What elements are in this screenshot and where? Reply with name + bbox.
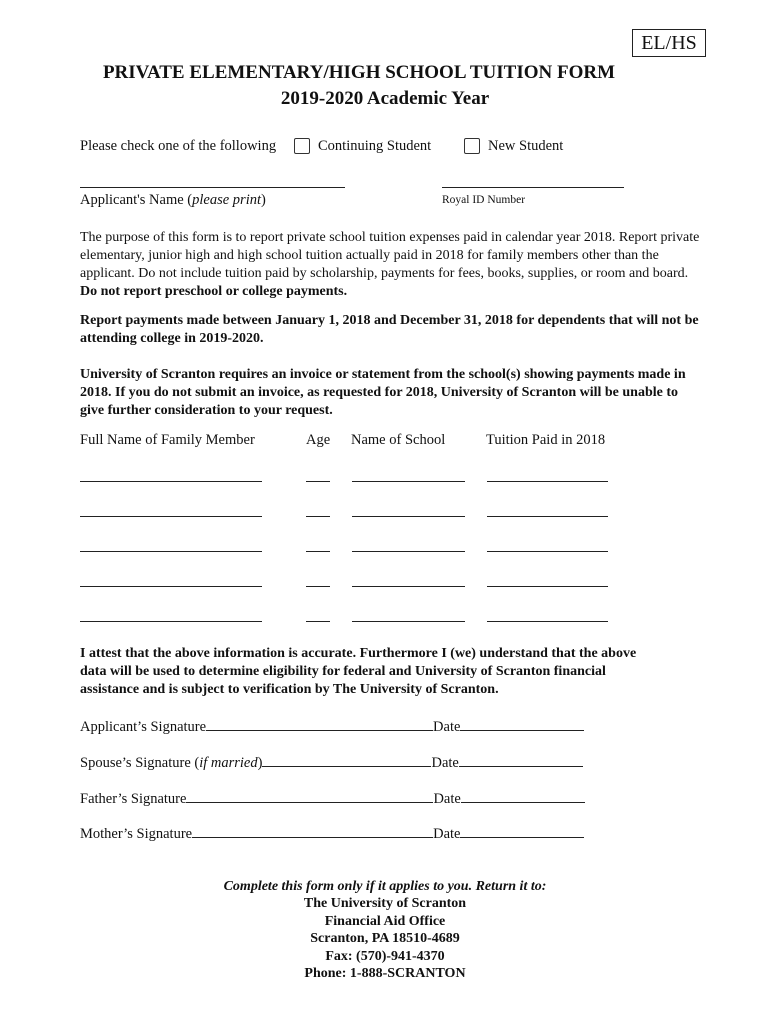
header-full-name: Full Name of Family Member	[80, 432, 255, 448]
row-1-name-field[interactable]	[80, 481, 262, 482]
row-3-tuition-field[interactable]	[487, 551, 608, 552]
continuing-student-checkbox[interactable]	[294, 138, 310, 154]
father-signature-label: Father’s Signature	[80, 791, 187, 807]
spouse-signature-row	[80, 752, 583, 772]
footer-phone: Phone: 1-888-SCRANTON	[304, 966, 466, 981]
header-school: Name of School	[351, 432, 446, 448]
form-title: PRIVATE ELEMENTARY/HIGH SCHOOL TUITION FORM	[102, 62, 616, 83]
row-4-name-field[interactable]	[80, 586, 262, 587]
footer-fax: Fax: (570)-941-4370	[325, 949, 445, 964]
royal-id-label: Royal ID Number	[442, 194, 526, 206]
spouse-signature-label: Spouse’s Signature (if married)	[80, 755, 263, 771]
father-signature-field[interactable]	[186, 788, 433, 803]
row-1-tuition-field[interactable]	[487, 481, 608, 482]
new-student-checkbox[interactable]	[464, 138, 480, 154]
row-2-tuition-field[interactable]	[487, 516, 608, 517]
row-5-name-field[interactable]	[80, 621, 262, 622]
row-5-tuition-field[interactable]	[487, 621, 608, 622]
mother-signature-field[interactable]	[192, 823, 433, 838]
attestation-paragraph: I attest that the above information is accurate. Furthermore I (we) understand that the above data will be used to determine eligibility for federal and University of Scranton financial assistance and is subject to verification by The University of Scranton.	[80, 646, 637, 697]
report-paragraph: Report payments made between January 1, 2018 and December 31, 2018 for dependents that will not be attending college in 2019-2020.	[80, 313, 699, 346]
father-date-label: Date	[433, 791, 461, 807]
applicant-name-label: Applicant's Name (please print)	[80, 192, 266, 208]
footer-office: Financial Aid Office	[324, 914, 446, 929]
footer-instruction: Complete this form only if it applies to you. Return it to:	[223, 879, 547, 894]
spouse-signature-field[interactable]	[262, 752, 431, 767]
row-2-age-field[interactable]	[306, 516, 330, 517]
spouse-date-field[interactable]	[459, 752, 583, 767]
academic-year: 2019-2020 Academic Year	[280, 88, 490, 109]
row-2-name-field[interactable]	[80, 516, 262, 517]
footer-org: The University of Scranton	[303, 896, 467, 911]
footer-city: Scranton, PA 18510-4689	[310, 931, 460, 946]
row-3-name-field[interactable]	[80, 551, 262, 552]
check-prompt: Please check one of the following	[80, 138, 277, 154]
row-3-age-field[interactable]	[306, 551, 330, 552]
father-signature-row	[80, 788, 585, 808]
applicant-name-field[interactable]	[80, 187, 345, 188]
row-4-school-field[interactable]	[352, 586, 465, 587]
row-5-age-field[interactable]	[306, 621, 330, 622]
form-code-box: EL/HS	[632, 29, 706, 57]
mother-date-label: Date	[433, 826, 461, 842]
header-age: Age	[306, 432, 331, 448]
applicant-date-label: Date	[433, 719, 461, 735]
row-4-tuition-field[interactable]	[487, 586, 608, 587]
row-4-age-field[interactable]	[306, 586, 330, 587]
row-1-school-field[interactable]	[352, 481, 465, 482]
new-student-label: New Student	[488, 138, 564, 154]
royal-id-field[interactable]	[442, 187, 624, 188]
applicant-date-field[interactable]	[460, 716, 584, 731]
applicant-signature-row	[80, 716, 584, 736]
purpose-paragraph: The purpose of this form is to report private school tuition expenses paid in calendar year 2018. Report private elementary, junior high and high school tuition actually paid in 2018 for family members other than the applicant. Do not include tuition paid by scholarship, payments for fees, books, supplies, or room and board. Do not report preschool or college payments.	[80, 230, 700, 299]
continuing-student-label: Continuing Student	[318, 138, 432, 154]
spouse-date-label: Date	[431, 755, 459, 771]
invoice-paragraph: University of Scranton requires an invoice or statement from the school(s) showing payments made in 2018. If you do not submit an invoice, as requested for 2018, University of Scranton will be unable to give further consideration to your request.	[80, 367, 686, 418]
applicant-signature-field[interactable]	[206, 716, 433, 731]
row-1-age-field[interactable]	[306, 481, 330, 482]
row-3-school-field[interactable]	[352, 551, 465, 552]
row-2-school-field[interactable]	[352, 516, 465, 517]
header-tuition: Tuition Paid in 2018	[486, 432, 606, 448]
mother-signature-label: Mother’s Signature	[80, 826, 193, 842]
mother-date-field[interactable]	[460, 823, 584, 838]
row-5-school-field[interactable]	[352, 621, 465, 622]
mother-signature-row	[80, 823, 584, 843]
father-date-field[interactable]	[461, 788, 585, 803]
applicant-signature-label: Applicant’s Signature	[80, 719, 207, 735]
